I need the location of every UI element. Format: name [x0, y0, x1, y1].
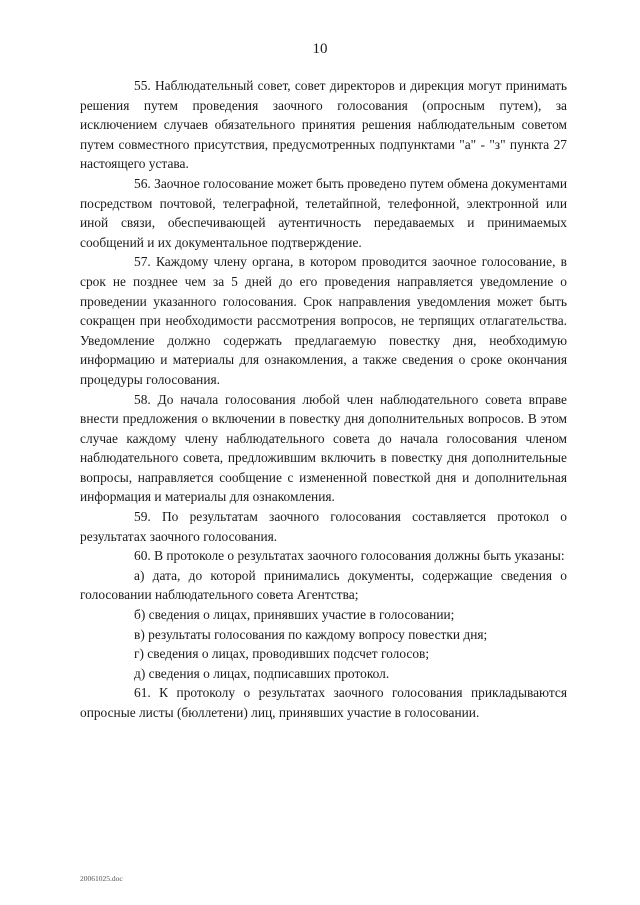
page-number: 10 — [312, 41, 328, 57]
paragraph-57: 57. Каждому члену органа, в котором проводится заочное голосование, в срок не позднее чем за 5 дней до его проведения направляется уведомление о проведении указанного голосования. Срок направления уведомления может быть сокращен при необходимости рассмотрения вопросов, не терпящих отлагательства. Уведомление должно содержать предлагаемую повестку дня, необходимую информацию и материалы для ознакомления, а также сведения о сроке окончания процедуры голосования. — [80, 254, 567, 387]
list-item-a: а) дата, до которой принимались документы, содержащие сведения о голосовании наблюдательного совета Агентства; — [80, 567, 567, 603]
paragraph-55: 55. Наблюдательный совет, совет директоров и дирекция могут принимать решения путем проведения заочного голосования (опросным путем), за исключением случаев обязательного принятия решения наблюдательным советом путем совместного присутствия, предусмотренных подпунктами "а" - "з" пункта 27 настоящего устава. — [80, 78, 567, 172]
paragraph-56: 56. Заочное голосование может быть проведено путем обмена документами посредством почтовой, телеграфной, телетайпной, телефонной, электронной или иной связи, обеспечивающей аутентичность передаваемых и принимаемых сообщений и их документальное подтверждение. — [80, 175, 567, 250]
footer-file-code: 20061025.doc — [80, 874, 123, 883]
list-item-v: в) результаты голосования по каждому вопросу повестки дня; — [134, 626, 488, 642]
paragraph-61: 61. К протоколу о результатах заочного голосования прикладываются опросные листы (бюллетени) лиц, принявших участие в голосовании. — [80, 685, 567, 720]
paragraph-58: 58. До начала голосования любой член наблюдательного совета вправе внести предложения о включении в повестку дня дополнительных вопросов. В этом случае каждому члену наблюдательного совета до начала голосования членом наблюдательного совета, предложившим включить в повестку дня дополнительные вопросы, направляется сообщение с измененной повесткой дня и дополнительная информация и материалы для ознакомления. — [80, 391, 567, 505]
list-item-d: д) сведения о лицах, подписавших протокол. — [134, 665, 390, 681]
body-text — [80, 76, 567, 723]
list-item-g: г) сведения о лицах, проводивших подсчет голосов; — [134, 646, 430, 662]
list-item-b: б) сведения о лицах, принявших участие в голосовании; — [134, 607, 455, 623]
paragraph-60: 60. В протоколе о результатах заочного голосования должны быть указаны: — [134, 548, 565, 564]
paragraph-59: 59. По результатам заочного голосования составляется протокол о результатах заочного голосования. — [80, 509, 567, 544]
